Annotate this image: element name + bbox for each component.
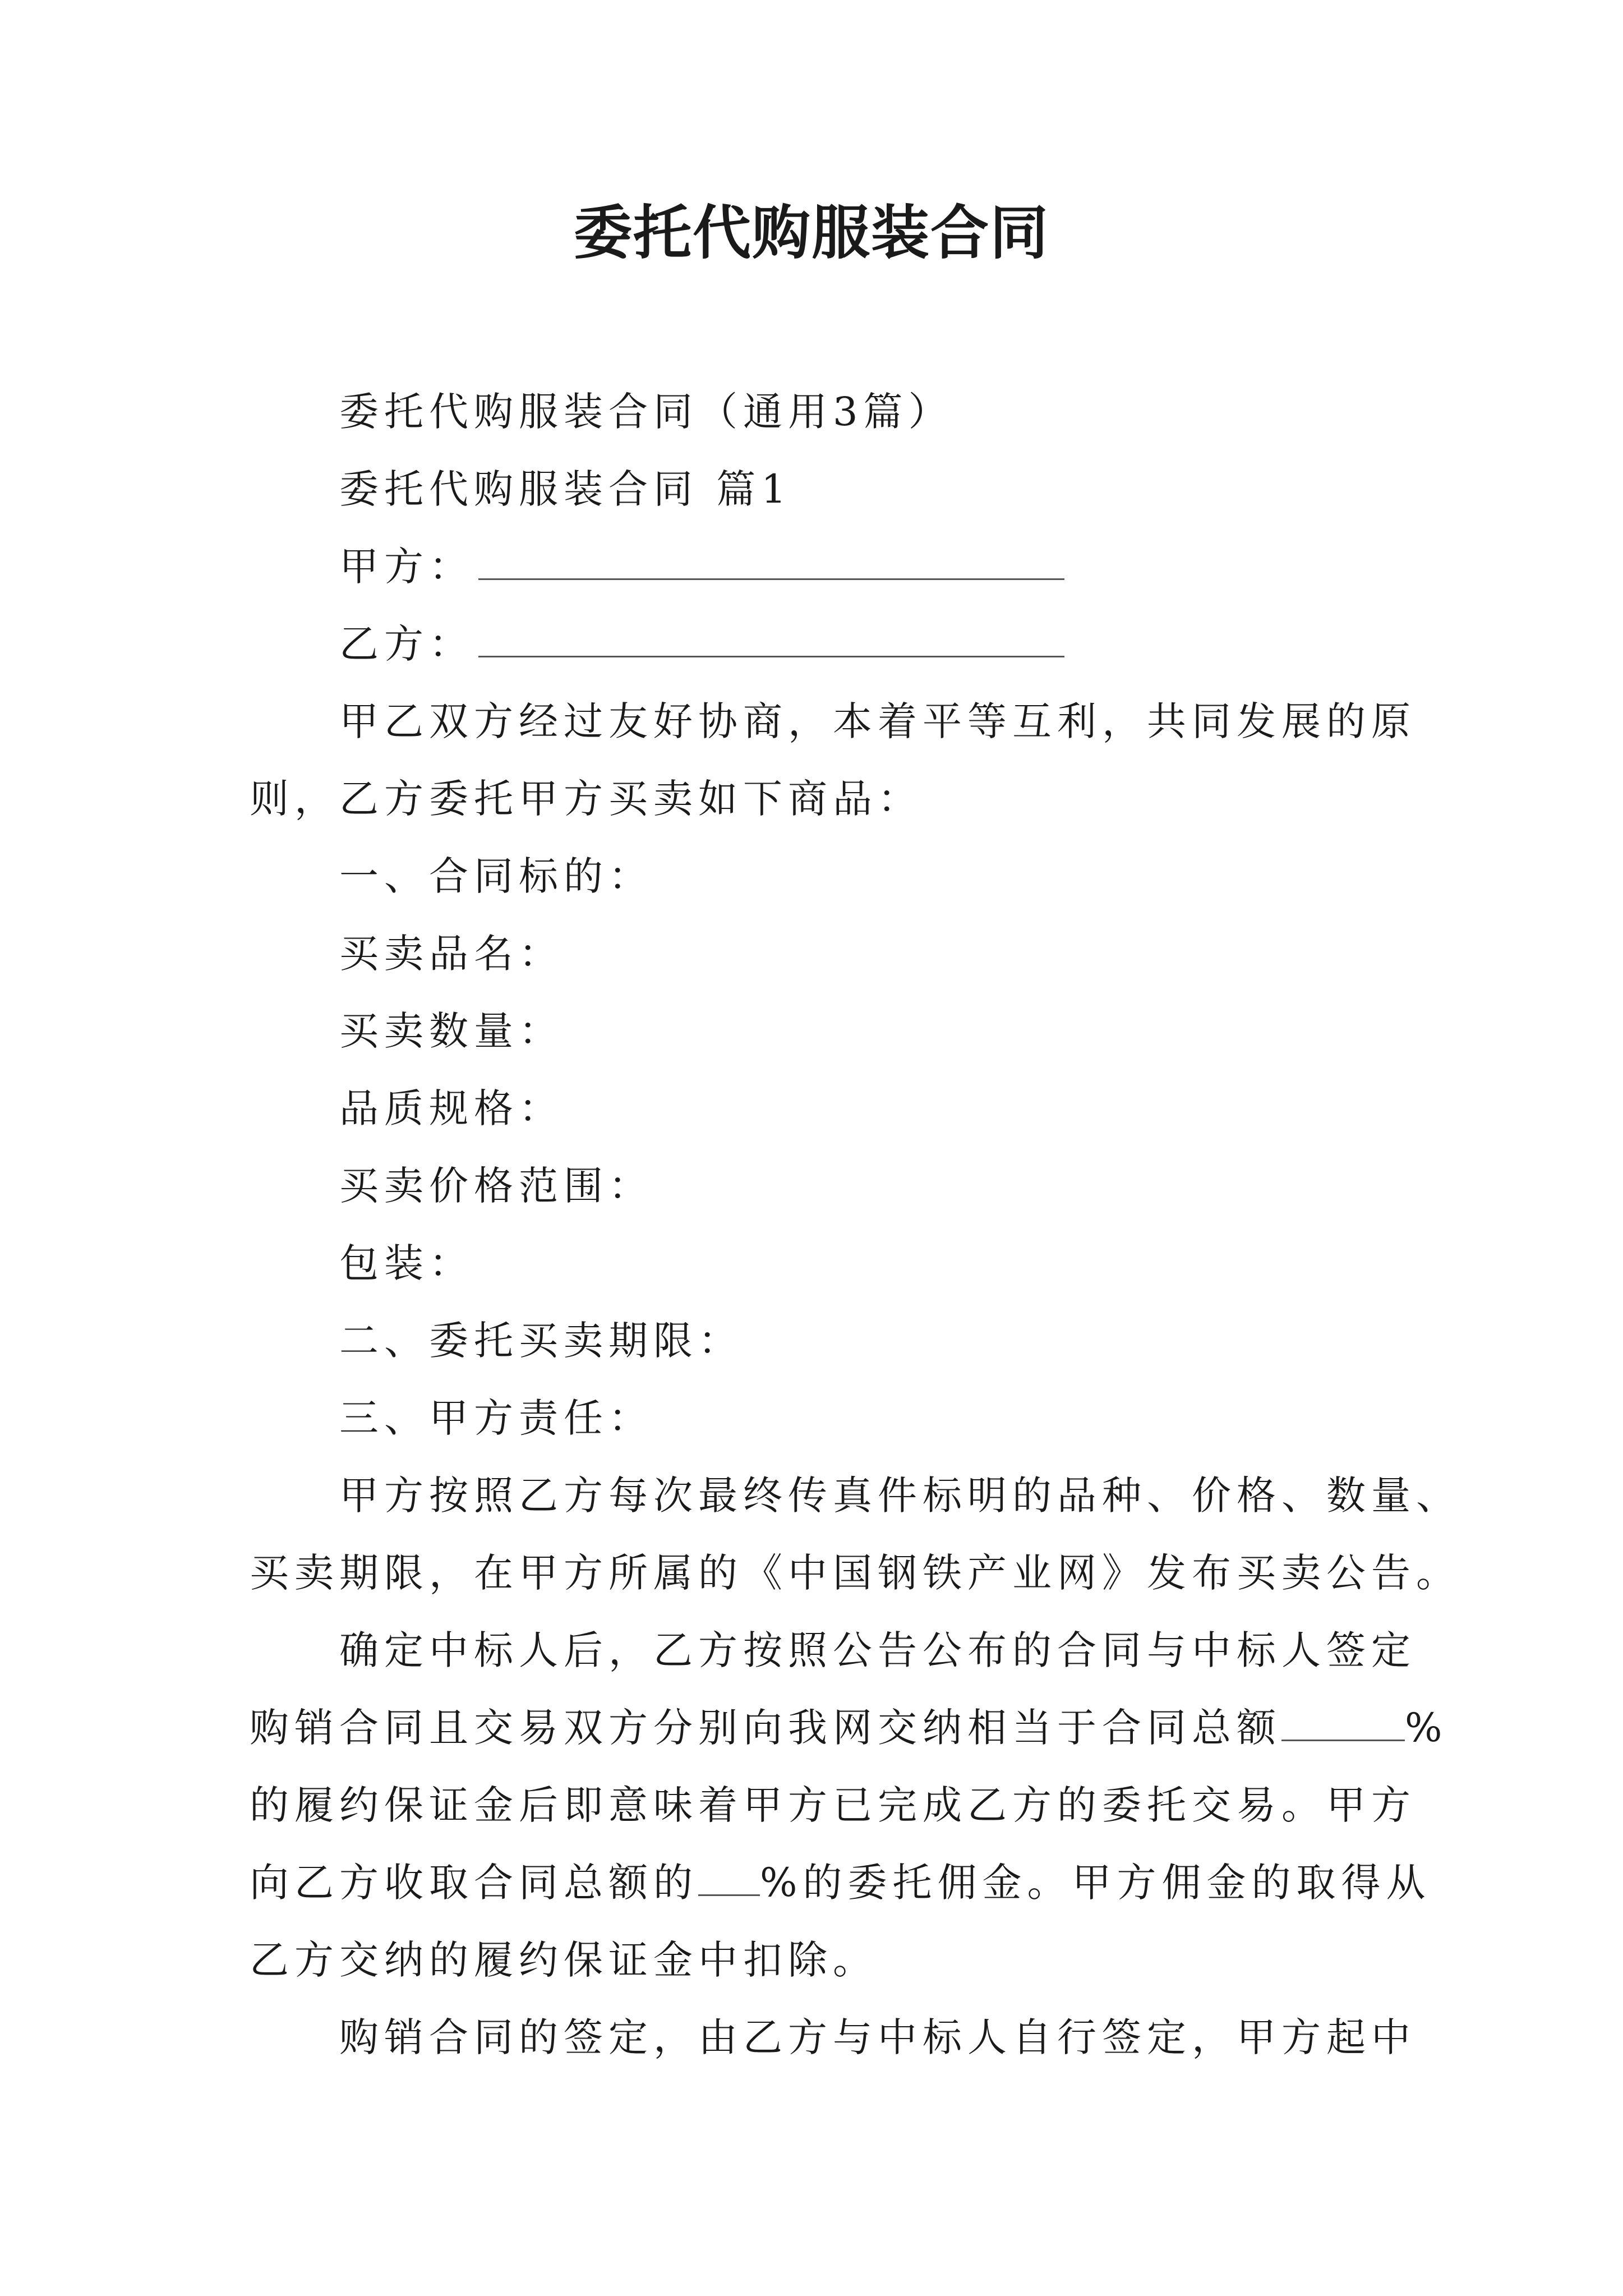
percentage-blank-1 xyxy=(1281,1706,1405,1741)
paragraph-2-line-5: 乙方交纳的履约保证金中扣除。 xyxy=(250,1937,878,1983)
paragraph-2-line-2-text: 购销合同且交易双方分别向我网交纳相当于合同总额 xyxy=(250,1705,1281,1751)
item-name: 买卖品名： xyxy=(339,931,564,977)
party-a-blank xyxy=(478,545,1064,580)
party-b-line xyxy=(250,605,1394,683)
intro-line-1: 甲乙双方经过友好协商，本着平等互利，共同发展的原 xyxy=(339,698,1416,744)
paragraph-2-line-3: 的履约保证金后即意味着甲方已完成乙方的委托交易。甲方 xyxy=(250,1782,1416,1828)
paragraph-2-line-4 xyxy=(250,1844,1431,1921)
item-spec: 品质规格： xyxy=(339,1085,564,1131)
clause-3-heading: 三、甲方责任： xyxy=(339,1395,653,1441)
item-quantity: 买卖数量： xyxy=(339,1008,564,1054)
party-a-label: 甲方： xyxy=(339,544,474,590)
paragraph-1-line-1: 甲方按照乙方每次最终传真件标明的品种、价格、数量、 xyxy=(339,1473,1461,1519)
party-a-line xyxy=(250,528,1394,605)
party-b-label: 乙方： xyxy=(339,621,474,667)
paragraph-2-line-2 xyxy=(250,1689,1448,1766)
clause-1-heading: 一、合同标的： xyxy=(339,853,653,899)
paragraph-2-line-4-text-a: 向乙方收取合同总额的 xyxy=(250,1860,698,1906)
item-price: 买卖价格范围： xyxy=(339,1163,653,1209)
section-heading: 委托代购服装合同 篇1 xyxy=(339,466,792,512)
document-title: 委托代购服装合同 xyxy=(573,198,1049,267)
percent-sign: % xyxy=(1405,1705,1448,1751)
paragraph-3-line-1: 购销合同的签定，由乙方与中标人自行签定，甲方起中 xyxy=(339,2014,1416,2060)
percentage-blank-2 xyxy=(698,1861,760,1896)
paragraph-2-line-1: 确定中标人后，乙方按照公告公布的合同与中标人签定 xyxy=(339,1627,1416,1673)
subtitle: 委托代购服装合同（通用3篇） xyxy=(339,389,953,435)
paragraph-2-line-4-text-b: %的委托佣金。甲方佣金的取得从 xyxy=(760,1860,1431,1906)
intro-line-2: 则，乙方委托甲方买卖如下商品： xyxy=(250,776,923,822)
paragraph-1-line-2: 买卖期限，在甲方所属的《中国钢铁产业网》发布买卖公告。 xyxy=(250,1550,1461,1596)
clause-2-heading: 二、委托买卖期限： xyxy=(339,1318,743,1364)
party-b-blank xyxy=(478,622,1064,657)
document-body xyxy=(250,373,1461,2076)
item-packaging: 包装： xyxy=(339,1240,474,1286)
